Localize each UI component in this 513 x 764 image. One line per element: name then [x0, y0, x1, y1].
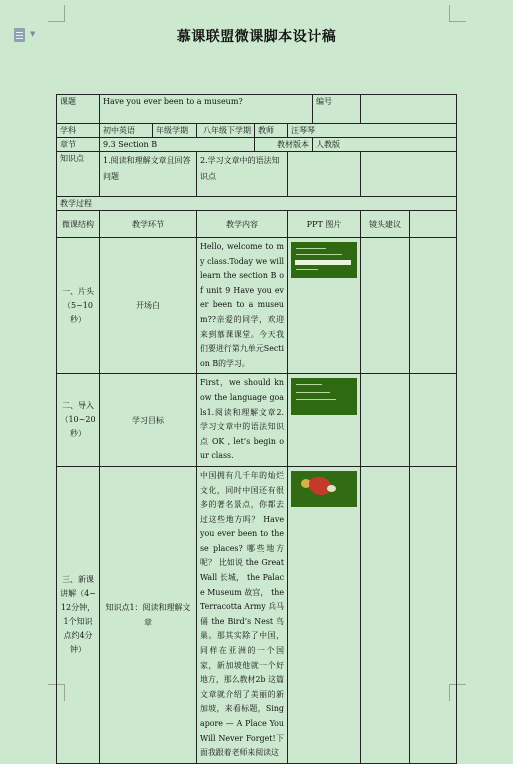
page-corner-mark	[48, 5, 65, 22]
row-structure: 一、片头（5~10秒）	[57, 238, 100, 374]
subject-label: 学科	[57, 124, 100, 138]
knowledge-label: 知识点	[57, 152, 100, 197]
column-header: PPT 图片	[288, 211, 361, 238]
row-camera	[361, 374, 410, 467]
chapter-value: 9.3 Section B	[100, 138, 255, 152]
row-content: 中国拥有几千年的灿烂文化，同时中国还有很多的著名景点，你都去过这些地方吗？ Have you ever been to these places? 哪些地方呢？ 比如说 the Great Wall 长城， the Palace Museum 故宫， the Terracotta Army 兵马俑 the Bird’s Nest 鸟巢。那其实除了中国，同样在亚洲的一个国家，新加坡他就一个好地方，那么教材2b 这篇文章就介绍了美丽的新加坡，来看标题，Singapore — A Place You Will Never Forget!下面我跟着老师来阅读这	[197, 466, 288, 763]
grade-value: 八年级下学期	[197, 124, 255, 138]
knowledge-blank	[288, 152, 361, 197]
page-title: 慕课联盟微课脚本设计稿	[176, 29, 337, 45]
column-header: 镜头建议	[361, 211, 410, 238]
row-structure: 三、新课讲解（4~12分钟，1个知识点约4分钟）	[57, 466, 100, 763]
number-label: 编号	[313, 95, 361, 124]
row-blank	[410, 466, 457, 763]
slide-title-image	[291, 242, 357, 278]
knowledge-item-1: 1.阅读和理解文章且回答问题	[100, 152, 197, 197]
number-value	[361, 95, 457, 124]
grade-label: 年级学期	[153, 124, 197, 138]
script-design-table	[56, 94, 457, 764]
row-stage: 知识点1：阅读和理解文章	[100, 466, 197, 763]
knowledge-blank	[361, 152, 457, 197]
row-content: Hello, welcome to my class.Today we will learn the section B of unit 9 Have you ever been to a museum??亲爱的同学，欢迎来到慕课课堂。今天我们要进行第九单元Section B的学习。	[197, 238, 288, 374]
column-header: 教学内容	[197, 211, 288, 238]
chevron-down-icon[interactable]: ▼	[30, 30, 36, 38]
row-camera	[361, 466, 410, 763]
textbook-value: 人教版	[313, 138, 457, 152]
column-header: 微课结构	[57, 211, 100, 238]
row-ppt	[288, 238, 361, 374]
row-content: First，we should know the language goals1.阅读和理解文章2.学习文章中的语法知识点 OK , let’s begin our class.	[197, 374, 288, 467]
row-ppt	[288, 374, 361, 467]
page-corner-mark	[449, 5, 466, 22]
slide-goals-image	[291, 378, 357, 415]
topic-value: Have you ever been to a museum?	[100, 95, 313, 124]
textbook-label: 教材版本	[255, 138, 313, 152]
row-blank	[410, 238, 457, 374]
subject-value: 初中英语	[100, 124, 153, 138]
row-camera	[361, 238, 410, 374]
column-header: 教学环节	[100, 211, 197, 238]
topic-label: 课题	[57, 95, 100, 124]
row-structure: 二、导入（10~20 秒）	[57, 374, 100, 467]
row-stage: 学习目标	[100, 374, 197, 467]
row-stage: 开场白	[100, 238, 197, 374]
row-ppt	[288, 466, 361, 763]
teacher-label: 教师	[255, 124, 288, 138]
teacher-value: 汪琴琴	[288, 124, 457, 138]
process-label: 教学过程	[57, 197, 457, 211]
chapter-label: 章节	[57, 138, 100, 152]
knowledge-item-2: 2.学习文章中的语法知识点	[197, 152, 288, 197]
row-blank	[410, 374, 457, 467]
column-header-blank	[410, 211, 457, 238]
slide-map-image	[291, 471, 357, 507]
